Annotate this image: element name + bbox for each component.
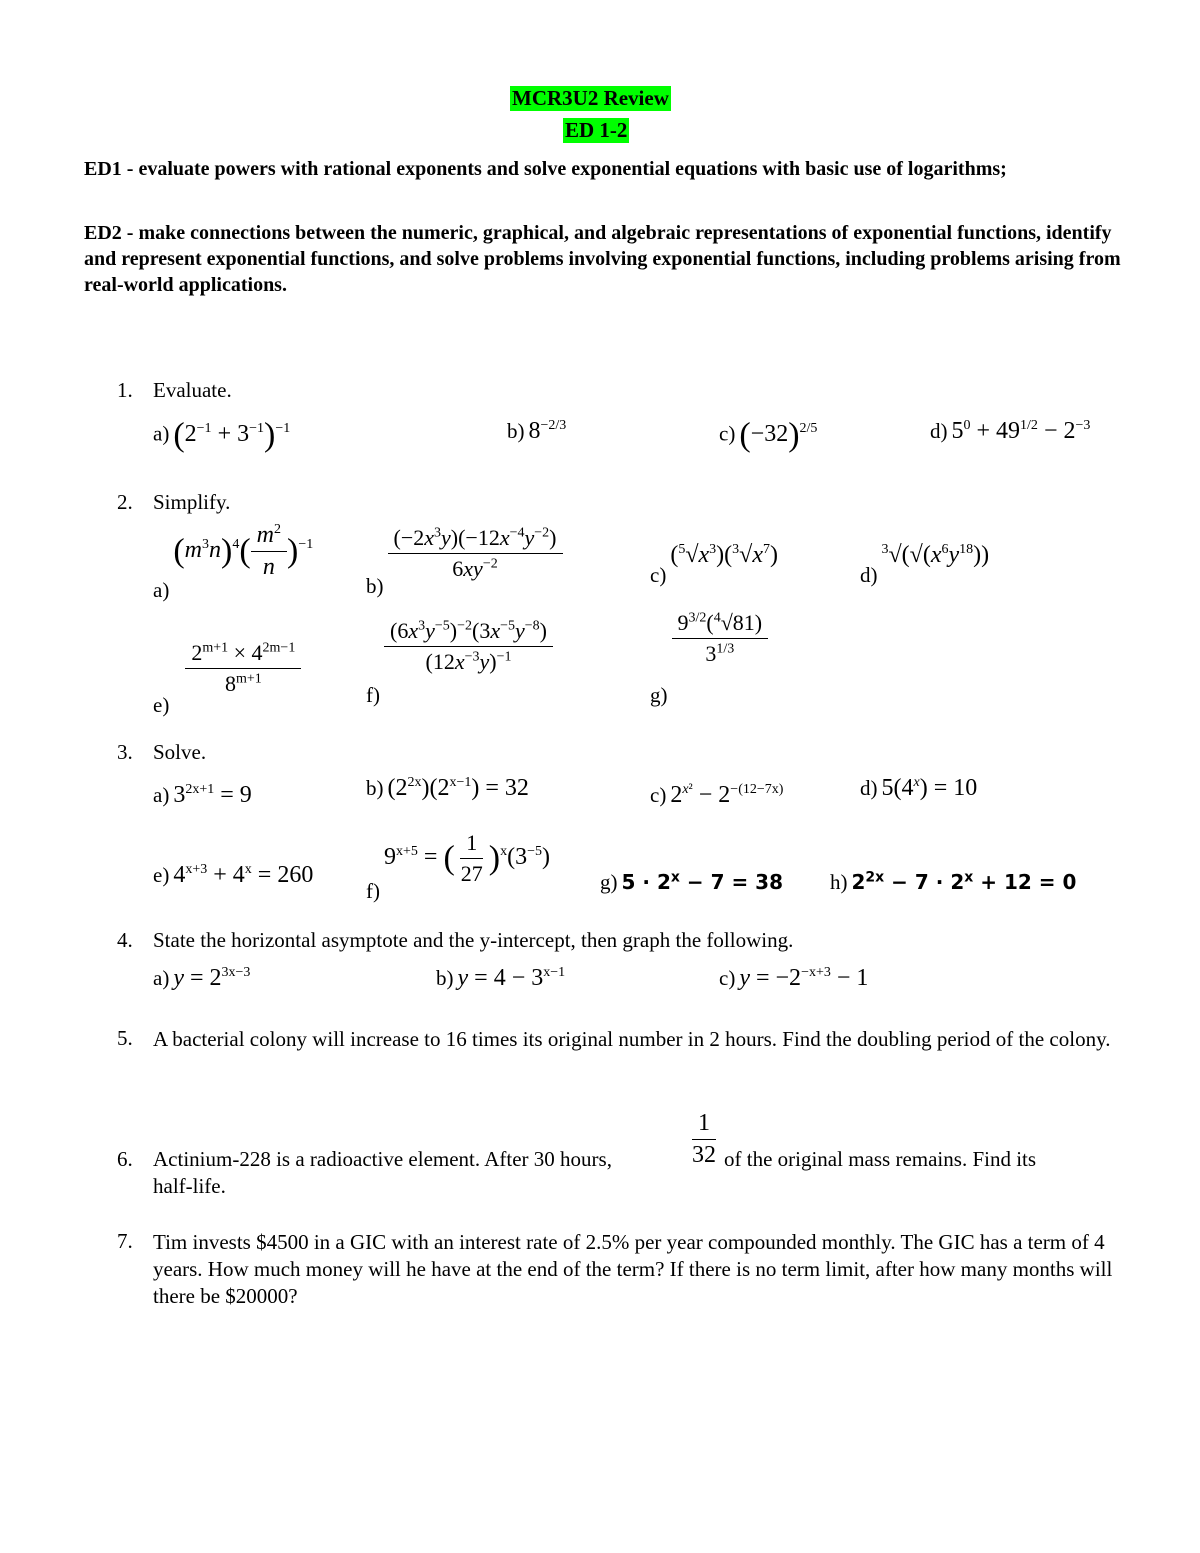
q2-part-e [153, 640, 301, 718]
math-expression: $\frac{(6x^3y^{-5})^{-2}(3x^{-5}y^{-8})}{(12x^{-3}y)^{-1}}$ [384, 632, 553, 658]
q6-text-before: Actinium-228 is a radioactive element. After 30 hours, [153, 1147, 612, 1171]
part-label: f) [366, 683, 380, 708]
q7-number: 7. [117, 1229, 133, 1253]
math-expression: $9^{x+5}$ = ( $\frac{1}{27}$ )$^x(3^{-5})$ [384, 830, 551, 886]
part-label: d) [930, 419, 948, 443]
q2-number: 2. [117, 490, 133, 514]
q3-part-d [860, 775, 977, 802]
math-expression: $(^5√x^3)(^3√x^7)$ [670, 542, 778, 568]
q3-part-b [366, 775, 529, 802]
part-label: e) [153, 863, 170, 887]
expectation-ed1: ED1 - evaluate powers with rational exponents and solve exponential equations with basic use of logarithms; [84, 158, 1007, 180]
q3-instruction: Solve. [153, 740, 207, 764]
math-expression: $2^{2x} - 7 \cdot 2^x + 12 = 0$ [851, 869, 1077, 894]
q1-part-c [719, 418, 817, 452]
part-label: d) [860, 776, 878, 800]
q7-text: Tim invests $4500 in a GIC with an interest rate of 2.5% per year compounded monthly. The GIC has a term of 4 years. How much money will he have at the end of the term? If there is no term limit, after how many months will there be $20000? [153, 1230, 1113, 1308]
part-label: c) [650, 783, 667, 807]
q3-part-e [153, 862, 313, 889]
part-label: b) [436, 966, 454, 990]
q3-part-g [600, 870, 783, 895]
q2-part-f [366, 618, 553, 708]
q4-number: 4. [117, 928, 133, 952]
part-label: h) [830, 870, 848, 894]
math-expression: $(2^{2x})(2^{x-1}) = 32$ [387, 775, 529, 801]
part-label: c) [719, 421, 736, 446]
q2-instruction: Simplify. [153, 490, 231, 514]
math-expression: $y = 2^{3x-3}$ [173, 965, 251, 991]
part-label: b) [507, 419, 525, 443]
fraction-denominator: 32 [692, 1142, 716, 1168]
q3-number: 3. [117, 740, 133, 764]
part-label: e) [153, 693, 170, 718]
part-label: a) [153, 421, 170, 446]
q6-fraction [686, 1110, 722, 1169]
math-expression: $\frac{2^{m+1} \times 4^{2m-1}}{8^{m+1}}$ [185, 654, 301, 680]
q3-part-h [830, 870, 1076, 895]
math-expression: $4^{x+3} + 4^x = 260$ [173, 862, 314, 888]
q1-part-b [507, 418, 566, 445]
part-label: b) [366, 574, 384, 599]
part-label: g) [650, 683, 668, 708]
q2-part-a [153, 522, 313, 603]
q3-part-a [153, 782, 252, 809]
q2-part-b [366, 525, 563, 599]
part-label: g) [600, 870, 618, 894]
math-expression: $(2^{-1} + 3^{-1})^{-1}$ [173, 416, 291, 453]
q6-text-after: of the original mass remains. Find its [724, 1147, 1037, 1171]
q1-instruction: Evaluate. [153, 378, 232, 402]
math-expression: $(m^3n)^4$( $\frac{m^2}{n}$ )$^{-1}$ [173, 522, 314, 580]
q3-part-f [366, 830, 550, 904]
expectation-ed2: ED2 - make connections between the numeric, graphical, and algebraic representations of exponential functions, identify and represent exponential functions, and solve problems involving exponential functions, including problems arising from real-world applications. [84, 222, 1121, 296]
math-expression: $5 \cdot 2^x - 7 = 38$ [621, 869, 784, 894]
math-expression: $^3√(√(x^6y^{18}))$ [881, 542, 990, 568]
math-expression: $3^{2x+1} = 9$ [173, 782, 252, 808]
part-label: c) [719, 966, 736, 990]
part-label: a) [153, 578, 170, 603]
q1-number: 1. [117, 378, 133, 402]
q2-part-d [860, 542, 989, 588]
q6-number: 6. [117, 1147, 133, 1171]
math-expression: $(-32)^{2/5}$ [739, 416, 818, 453]
q1-part-a [153, 418, 290, 452]
fraction-numerator: 1 [692, 1110, 716, 1140]
q6-text-line2: half-life. [153, 1174, 226, 1198]
part-label: d) [860, 563, 878, 587]
math-expression: $\frac{9^{3/2}(^4√81)}{3^{1/3}}$ [672, 624, 769, 650]
math-expression: $y = -2^{-x+3} - 1$ [739, 965, 869, 991]
q2-part-g [650, 610, 768, 708]
math-expression: $8^{-2/3}$ [528, 418, 567, 444]
math-expression: $5^0 + 49^{1/2} - 2^{-3}$ [951, 418, 1091, 444]
part-label: b) [366, 776, 384, 800]
math-expression: $y = 4 - 3^{x-1}$ [457, 965, 566, 991]
page-title: MCR3U2 Review [512, 86, 669, 110]
q4-part-a [153, 965, 250, 992]
part-label: c) [650, 563, 667, 587]
q5-number: 5. [117, 1026, 133, 1050]
page-subtitle: ED 1-2 [565, 118, 628, 142]
math-expression: $\frac{(-2x^3y)(-12x^{-4}y^{-2})}{6xy^{-2}}$ [388, 539, 563, 565]
part-label: a) [153, 783, 170, 807]
q4-part-b [436, 965, 565, 992]
math-expression: $2^{x^2} - 2^{-(12-7x)}$ [670, 782, 784, 808]
math-expression: $5(4^x) = 10$ [881, 775, 978, 801]
q1-part-d [930, 418, 1090, 445]
q2-part-c [650, 542, 778, 588]
q4-part-c [719, 965, 868, 992]
q4-instruction: State the horizontal asymptote and the y-intercept, then graph the following. [153, 928, 794, 952]
q5-text: A bacterial colony will increase to 16 times its original number in 2 hours. Find the doubling period of the colony. [153, 1027, 1111, 1051]
q3-part-c [650, 782, 783, 809]
part-label: a) [153, 966, 170, 990]
part-label: f) [366, 879, 380, 904]
